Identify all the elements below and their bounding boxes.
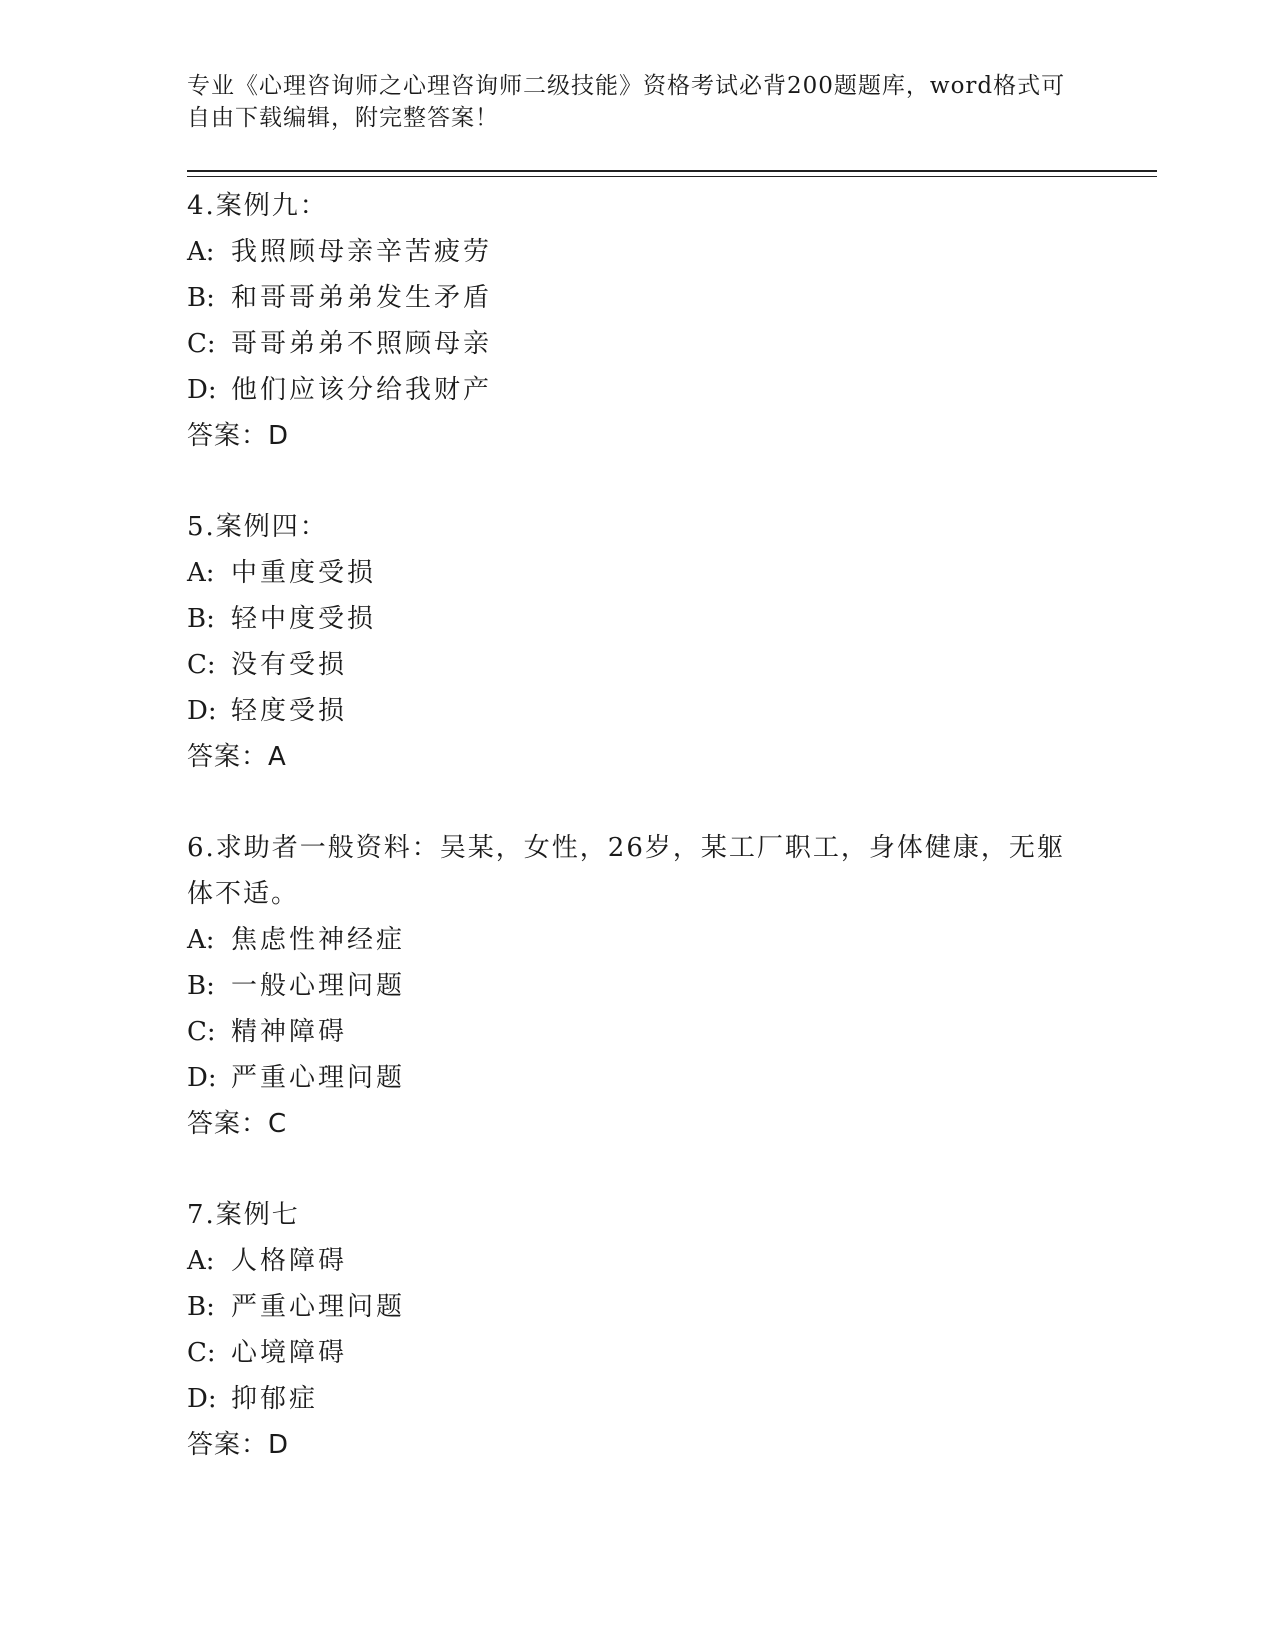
answer-line: 答案：D	[187, 421, 290, 451]
option-letter: A:	[187, 925, 215, 955]
answer-line: 答案：A	[187, 742, 287, 772]
option-letter: C:	[187, 1338, 216, 1368]
option-letter: D:	[187, 1063, 217, 1093]
spacer	[187, 459, 1157, 504]
option-text: 严重心理问题	[231, 1292, 406, 1322]
option-text: 中重度受损	[231, 558, 377, 588]
option-text: 人格障碍	[231, 1246, 348, 1276]
question-stem: 5.案例四：	[187, 512, 328, 542]
answer-line: 答案：D	[187, 1430, 290, 1460]
option-a	[187, 917, 1157, 963]
option-letter: D:	[187, 375, 217, 405]
header-divider	[187, 170, 1157, 177]
option-letter: A:	[187, 1246, 215, 1276]
option-d	[187, 1376, 1157, 1422]
option-text: 没有受损	[231, 650, 348, 680]
option-b	[187, 963, 1157, 1009]
option-letter: A:	[187, 558, 215, 588]
option-letter: C:	[187, 329, 216, 359]
option-text: 轻度受损	[231, 696, 348, 726]
option-text: 和哥哥弟弟发生矛盾	[231, 283, 493, 313]
option-text: 我照顾母亲辛苦疲劳	[231, 237, 493, 267]
spacer	[187, 780, 1157, 825]
option-c	[187, 1009, 1157, 1055]
option-text: 他们应该分给我财产	[231, 375, 493, 405]
option-b	[187, 596, 1157, 642]
option-text: 精神障碍	[231, 1017, 348, 1047]
option-letter: D:	[187, 696, 217, 726]
option-letter: B:	[187, 604, 215, 634]
option-c	[187, 1330, 1157, 1376]
spacer	[187, 1147, 1157, 1192]
option-text: 轻中度受损	[231, 604, 377, 634]
option-text: 心境障碍	[231, 1338, 348, 1368]
option-b	[187, 275, 1157, 321]
option-letter: B:	[187, 283, 215, 313]
question-stem: 7.案例七	[187, 1200, 300, 1230]
option-letter: B:	[187, 1292, 215, 1322]
question-6	[187, 825, 1157, 1147]
option-text: 严重心理问题	[231, 1063, 406, 1093]
question-4	[187, 183, 1157, 459]
option-a	[187, 550, 1157, 596]
option-text: 抑郁症	[231, 1384, 319, 1414]
option-d	[187, 367, 1157, 413]
question-5	[187, 504, 1157, 780]
question-7	[187, 1192, 1157, 1468]
option-d	[187, 1055, 1157, 1101]
option-text: 一般心理问题	[231, 971, 406, 1001]
option-letter: B:	[187, 971, 215, 1001]
option-b	[187, 1284, 1157, 1330]
option-c	[187, 642, 1157, 688]
option-d	[187, 688, 1157, 734]
document-header: 专业《心理咨询师之心理咨询师二级技能》资格考试必背200题题库，word格式可自由下载编辑，附完整答案！	[187, 73, 1066, 131]
document-page	[187, 70, 1157, 1468]
option-letter: C:	[187, 650, 216, 680]
question-stem: 6.求助者一般资料：吴某，女性，26岁，某工厂职工，身体健康，无躯体不适。	[187, 833, 1065, 909]
option-letter: A:	[187, 237, 215, 267]
question-stem: 4.案例九：	[187, 191, 328, 221]
option-letter: C:	[187, 1017, 216, 1047]
answer-line: 答案：C	[187, 1109, 288, 1139]
option-letter: D:	[187, 1384, 217, 1414]
option-text: 焦虑性神经症	[231, 925, 406, 955]
option-text: 哥哥弟弟不照顾母亲	[231, 329, 493, 359]
option-a	[187, 1238, 1157, 1284]
option-c	[187, 321, 1157, 367]
option-a	[187, 229, 1157, 275]
